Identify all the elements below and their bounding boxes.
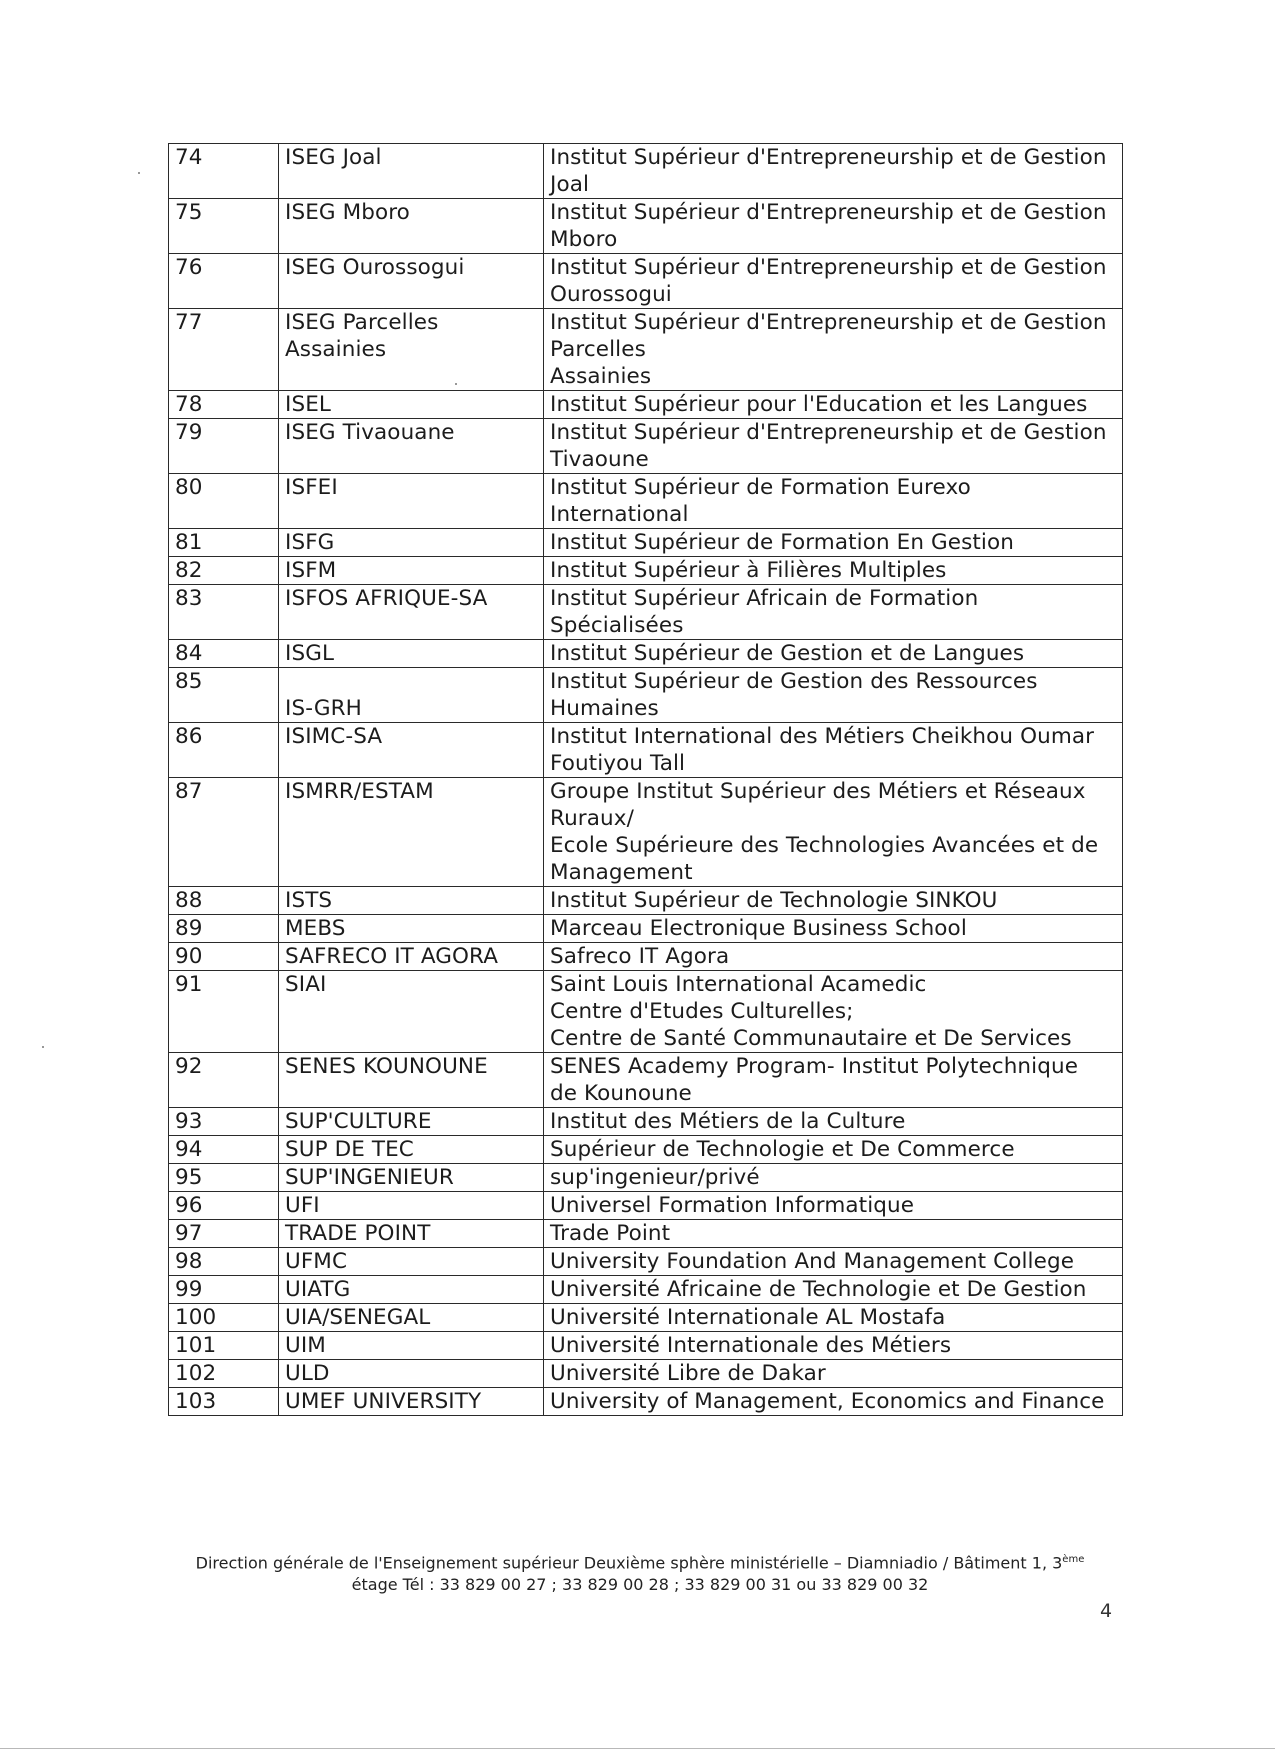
row-number-cell: 75 bbox=[169, 199, 279, 254]
row-abbreviation-cell: MEBS bbox=[279, 915, 544, 943]
row-number-cell: 76 bbox=[169, 254, 279, 309]
table-row bbox=[169, 585, 1123, 640]
row-institution-name-cell: Institut Supérieur pour l'Education et les Langues bbox=[544, 391, 1123, 419]
row-institution-name-cell: Universel Formation Informatique bbox=[544, 1192, 1123, 1220]
row-number-cell: 74 bbox=[169, 144, 279, 199]
row-institution-name-cell: Institut International des Métiers Cheikhou Oumar Foutiyou Tall bbox=[544, 723, 1123, 778]
row-institution-name-cell: Institut Supérieur de Formation En Gestion bbox=[544, 529, 1123, 557]
row-number-cell: 93 bbox=[169, 1108, 279, 1136]
table-row bbox=[169, 309, 1123, 391]
row-number-cell: 87 bbox=[169, 778, 279, 887]
row-abbreviation-cell: IS-GRH bbox=[279, 668, 544, 723]
row-abbreviation-cell: ISEG Mboro bbox=[279, 199, 544, 254]
row-number-cell: 84 bbox=[169, 640, 279, 668]
row-abbreviation-cell: UFI bbox=[279, 1192, 544, 1220]
table-row bbox=[169, 887, 1123, 915]
row-institution-name-cell: Université Libre de Dakar bbox=[544, 1360, 1123, 1388]
table-row bbox=[169, 915, 1123, 943]
row-number-cell: 78 bbox=[169, 391, 279, 419]
table-row bbox=[169, 557, 1123, 585]
table-row bbox=[169, 668, 1123, 723]
row-institution-name-cell: Université Internationale AL Mostafa bbox=[544, 1304, 1123, 1332]
table-row bbox=[169, 723, 1123, 778]
row-institution-name-cell: Saint Louis International Acamedic Centre d'Etudes Culturelles; Centre de Santé Communautaire et De Services bbox=[544, 971, 1123, 1053]
row-number-cell: 88 bbox=[169, 887, 279, 915]
row-institution-name-cell: Trade Point bbox=[544, 1220, 1123, 1248]
row-number-cell: 97 bbox=[169, 1220, 279, 1248]
row-abbreviation-cell: ISMRR/ESTAM bbox=[279, 778, 544, 887]
row-institution-name-cell: Institut Supérieur de Technologie SINKOU bbox=[544, 887, 1123, 915]
row-abbreviation-cell: SAFRECO IT AGORA bbox=[279, 943, 544, 971]
row-institution-name-cell: Institut Supérieur d'Entrepreneurship et de Gestion Ourossogui bbox=[544, 254, 1123, 309]
footer-address bbox=[170, 1549, 1110, 1596]
row-number-cell: 96 bbox=[169, 1192, 279, 1220]
row-abbreviation-cell: ISTS bbox=[279, 887, 544, 915]
row-number-cell: 83 bbox=[169, 585, 279, 640]
row-institution-name-cell: Supérieur de Technologie et De Commerce bbox=[544, 1136, 1123, 1164]
row-abbreviation-cell: ISEG Joal bbox=[279, 144, 544, 199]
table-row bbox=[169, 199, 1123, 254]
table-row bbox=[169, 1108, 1123, 1136]
table-row bbox=[169, 1136, 1123, 1164]
row-abbreviation-cell: SUP DE TEC bbox=[279, 1136, 544, 1164]
table-row bbox=[169, 943, 1123, 971]
row-abbreviation-cell: SIAI bbox=[279, 971, 544, 1053]
row-abbreviation-cell: TRADE POINT bbox=[279, 1220, 544, 1248]
table-row bbox=[169, 778, 1123, 887]
row-abbreviation-cell: ISFG bbox=[279, 529, 544, 557]
row-institution-name-cell: Université Africaine de Technologie et De Gestion bbox=[544, 1276, 1123, 1304]
row-institution-name-cell: SENES Academy Program- Institut Polytechnique de Kounoune bbox=[544, 1053, 1123, 1108]
table-row bbox=[169, 1192, 1123, 1220]
row-institution-name-cell: University of Management, Economics and Finance bbox=[544, 1388, 1123, 1416]
table-row bbox=[169, 1220, 1123, 1248]
table-row bbox=[169, 640, 1123, 668]
row-institution-name-cell: Institut des Métiers de la Culture bbox=[544, 1108, 1123, 1136]
row-number-cell: 101 bbox=[169, 1332, 279, 1360]
row-number-cell: 80 bbox=[169, 474, 279, 529]
row-number-cell: 102 bbox=[169, 1360, 279, 1388]
table-row bbox=[169, 1332, 1123, 1360]
row-number-cell: 82 bbox=[169, 557, 279, 585]
row-number-cell: 91 bbox=[169, 971, 279, 1053]
row-abbreviation-cell: SUP'CULTURE bbox=[279, 1108, 544, 1136]
table-row bbox=[169, 1164, 1123, 1192]
table-row bbox=[169, 1360, 1123, 1388]
scan-edge-line bbox=[0, 1748, 1275, 1749]
table-row bbox=[169, 529, 1123, 557]
row-number-cell: 98 bbox=[169, 1248, 279, 1276]
table-row bbox=[169, 144, 1123, 199]
row-number-cell: 85 bbox=[169, 668, 279, 723]
row-abbreviation-cell: SUP'INGENIEUR bbox=[279, 1164, 544, 1192]
row-number-cell: 103 bbox=[169, 1388, 279, 1416]
row-number-cell: 81 bbox=[169, 529, 279, 557]
row-institution-name-cell: Institut Supérieur d'Entrepreneurship et de Gestion Parcelles Assainies bbox=[544, 309, 1123, 391]
row-number-cell: 94 bbox=[169, 1136, 279, 1164]
row-institution-name-cell: Institut Supérieur à Filières Multiples bbox=[544, 557, 1123, 585]
table-row bbox=[169, 1053, 1123, 1108]
row-abbreviation-cell: SENES KOUNOUNE bbox=[279, 1053, 544, 1108]
row-institution-name-cell: Institut Supérieur d'Entrepreneurship et de Gestion Mboro bbox=[544, 199, 1123, 254]
row-abbreviation-cell: ISEG Tivaouane bbox=[279, 419, 544, 474]
row-abbreviation-cell: ULD bbox=[279, 1360, 544, 1388]
institutions-table-body bbox=[169, 144, 1123, 1416]
footer-line-2: étage Tél : 33 829 00 27 ; 33 829 00 28 ; 33 829 00 31 ou 33 829 00 32 bbox=[351, 1575, 929, 1595]
row-number-cell: 95 bbox=[169, 1164, 279, 1192]
row-abbreviation-cell: ISFEI bbox=[279, 474, 544, 529]
row-abbreviation-cell: ISEG Ourossogui bbox=[279, 254, 544, 309]
row-number-cell: 77 bbox=[169, 309, 279, 391]
row-abbreviation-cell: ISFM bbox=[279, 557, 544, 585]
row-abbreviation-cell: ISGL bbox=[279, 640, 544, 668]
row-abbreviation-cell: UIM bbox=[279, 1332, 544, 1360]
row-number-cell: 90 bbox=[169, 943, 279, 971]
row-number-cell: 100 bbox=[169, 1304, 279, 1332]
scan-speck bbox=[138, 172, 140, 174]
institutions-table bbox=[168, 143, 1123, 1416]
table-row bbox=[169, 1248, 1123, 1276]
row-institution-name-cell: University Foundation And Management College bbox=[544, 1248, 1123, 1276]
row-number-cell: 99 bbox=[169, 1276, 279, 1304]
table-row bbox=[169, 254, 1123, 309]
row-abbreviation-cell: ISEG Parcelles Assainies bbox=[279, 309, 544, 391]
table-row bbox=[169, 419, 1123, 474]
row-institution-name-cell: Safreco IT Agora bbox=[544, 943, 1123, 971]
row-abbreviation-cell: UIA/SENEGAL bbox=[279, 1304, 544, 1332]
footer-line-1-text: Direction générale de l'Enseignement supérieur Deuxième sphère ministérielle – Diamniadio / Bâtiment 1, 3 bbox=[195, 1553, 1063, 1573]
row-institution-name-cell: Institut Supérieur d'Entrepreneurship et de Gestion Joal bbox=[544, 144, 1123, 199]
row-number-cell: 79 bbox=[169, 419, 279, 474]
footer-line-1-superscript: ème bbox=[1062, 1554, 1085, 1565]
row-number-cell: 86 bbox=[169, 723, 279, 778]
page-number: 4 bbox=[1100, 1600, 1113, 1622]
row-institution-name-cell: Institut Supérieur de Gestion et de Langues bbox=[544, 640, 1123, 668]
row-abbreviation-cell: UFMC bbox=[279, 1248, 544, 1276]
row-abbreviation-cell: UIATG bbox=[279, 1276, 544, 1304]
table-row bbox=[169, 971, 1123, 1053]
table-row bbox=[169, 1304, 1123, 1332]
row-abbreviation-cell: ISFOS AFRIQUE-SA bbox=[279, 585, 544, 640]
row-institution-name-cell: Université Internationale des Métiers bbox=[544, 1332, 1123, 1360]
row-institution-name-cell: Groupe Institut Supérieur des Métiers et Réseaux Ruraux/ Ecole Supérieure des Technologies Avancées et de Management bbox=[544, 778, 1123, 887]
row-institution-name-cell: Institut Supérieur de Gestion des Ressources Humaines bbox=[544, 668, 1123, 723]
table-row bbox=[169, 474, 1123, 529]
row-institution-name-cell: Institut Supérieur de Formation Eurexo International bbox=[544, 474, 1123, 529]
row-number-cell: 92 bbox=[169, 1053, 279, 1108]
row-institution-name-cell: Institut Supérieur d'Entrepreneurship et de Gestion Tivaoune bbox=[544, 419, 1123, 474]
table-row bbox=[169, 1388, 1123, 1416]
footer-line-1 bbox=[170, 1549, 1110, 1574]
table-row bbox=[169, 391, 1123, 419]
row-institution-name-cell: sup'ingenieur/privé bbox=[544, 1164, 1123, 1192]
table-row bbox=[169, 1276, 1123, 1304]
scan-speck bbox=[42, 1046, 44, 1048]
row-abbreviation-cell: UMEF UNIVERSITY bbox=[279, 1388, 544, 1416]
row-institution-name-cell: Marceau Electronique Business School bbox=[544, 915, 1123, 943]
row-abbreviation-cell: ISIMC-SA bbox=[279, 723, 544, 778]
row-number-cell: 89 bbox=[169, 915, 279, 943]
row-institution-name-cell: Institut Supérieur Africain de Formation Spécialisées bbox=[544, 585, 1123, 640]
row-abbreviation-cell: ISEL bbox=[279, 391, 544, 419]
